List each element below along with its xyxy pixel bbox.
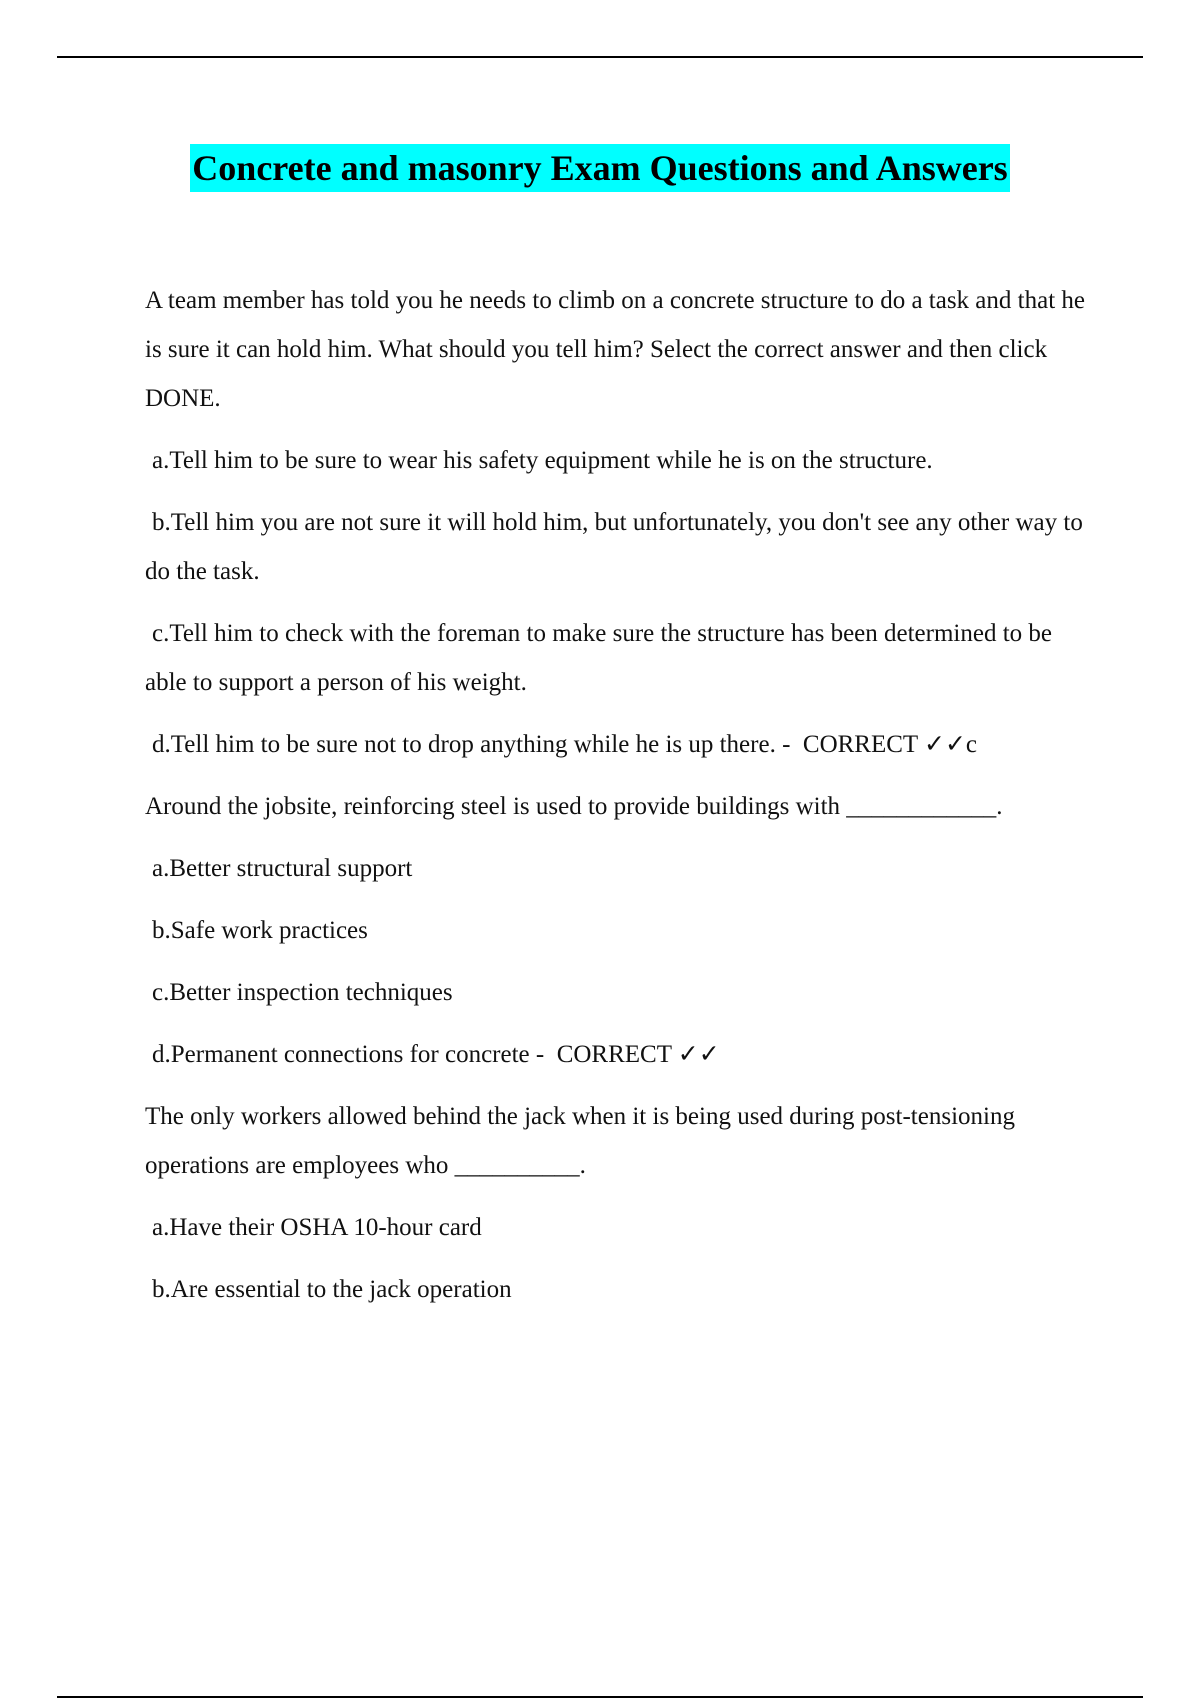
answer-option-text: b.Tell him you are not sure it will hold him, but unfortunately, you don't see any other way to do the task. — [145, 509, 1083, 585]
question-block-2 — [145, 782, 1095, 1079]
answer-option — [145, 609, 1095, 707]
question-block-3 — [145, 1092, 1095, 1314]
question-block-1 — [145, 276, 1095, 769]
answer-option — [145, 906, 1095, 955]
top-rule — [57, 56, 1143, 58]
answer-option — [145, 436, 1095, 485]
question-text: Around the jobsite, reinforcing steel is used to provide buildings with ____________. — [145, 793, 1003, 820]
answer-option-text: b.Safe work practices — [152, 917, 368, 944]
answer-option-text: c.Tell him to check with the foreman to make sure the structure has been determined to be able to support a person of his weight. — [145, 620, 1053, 696]
answer-option-correct — [145, 720, 1095, 769]
document-title: Concrete and masonry Exam Questions and Answers — [190, 144, 1009, 192]
answer-option — [145, 968, 1095, 1017]
answer-option — [145, 1265, 1095, 1314]
answer-option-text: b.Are essential to the jack operation — [152, 1276, 512, 1303]
question-text: The only workers allowed behind the jack when it is being used during post-tensioning operations are employees who __________. — [145, 1103, 1015, 1179]
title-container — [0, 144, 1200, 192]
bottom-rule — [57, 1696, 1143, 1698]
answer-option — [145, 1203, 1095, 1252]
answer-option-correct — [145, 1030, 1095, 1079]
answer-option-text: d.Tell him to be sure not to drop anything while he is up there. - CORRECT ✓✓c — [152, 731, 977, 758]
answer-option — [145, 498, 1095, 596]
answer-option-text: a.Have their OSHA 10-hour card — [152, 1214, 482, 1241]
answer-option-text: a.Tell him to be sure to wear his safety equipment while he is on the structure. — [152, 447, 933, 474]
answer-option-text: d.Permanent connections for concrete - CORRECT ✓✓ — [152, 1041, 720, 1068]
document-body — [145, 276, 1095, 1327]
question-text: A team member has told you he needs to climb on a concrete structure to do a task and that he is sure it can hold him. What should you tell him? Select the correct answer and then click DONE. — [145, 287, 1085, 412]
answer-option — [145, 844, 1095, 893]
answer-option-text: c.Better inspection techniques — [152, 979, 453, 1006]
answer-option-text: a.Better structural support — [152, 855, 413, 882]
